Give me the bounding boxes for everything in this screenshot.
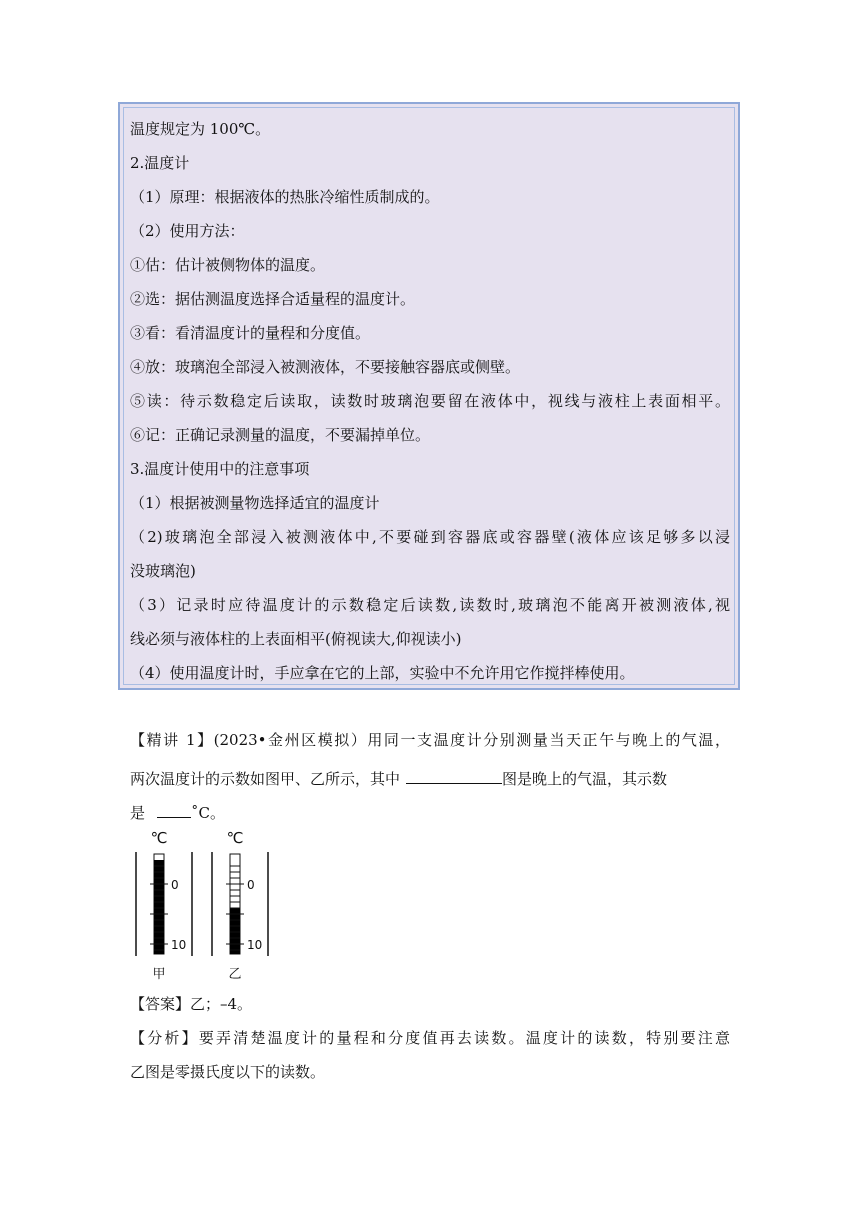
- box-line: 2.温度计: [130, 154, 190, 172]
- thermometer-jia: [136, 829, 192, 982]
- box-line: ⑤读：待示数稳定后读取，读数时玻璃泡要留在液体中，视线与液柱上表面相平。: [130, 392, 730, 410]
- thermometer-label: 乙: [228, 967, 242, 982]
- box-line: ②选：据估测温度选择合适量程的温度计。: [130, 290, 416, 308]
- question-line-3: [130, 802, 730, 823]
- box-line: （1）根据被测量物选择适宜的温度计: [130, 494, 380, 512]
- box-line: 没玻璃泡): [130, 562, 196, 580]
- box-line: 温度规定为 100℃。: [130, 120, 271, 138]
- box-line: ④放：玻璃泡全部浸入被测液体，不要接触容器底或侧壁。: [130, 358, 521, 376]
- box-line: （2)玻璃泡全部浸入被测液体中,不要碰到容器底或容器壁(液体应该足够多以浸: [130, 528, 730, 546]
- box-line: 3.温度计使用中的注意事项: [130, 460, 310, 478]
- question-line-2-start: 两次温度计的示数如图甲、乙所示，其中: [130, 770, 401, 788]
- tick-label-ten: 10: [171, 938, 187, 952]
- question-line-2: [130, 768, 730, 789]
- answer-blank-1[interactable]: [406, 769, 502, 784]
- thermometer-figure: [128, 828, 288, 984]
- box-line: ③看：看清温度计的量程和分度值。: [130, 324, 371, 342]
- knowledge-box: [118, 102, 740, 690]
- unit-label: ℃: [150, 829, 168, 847]
- box-line: 线必须与液体柱的上表面相平(俯视读大,仰视读小): [130, 630, 462, 648]
- box-line: （1）原理：根据液体的热胀冷缩性质制成的。: [130, 188, 440, 206]
- answer-blank-2[interactable]: [157, 803, 191, 818]
- thermometer-yi: [212, 829, 268, 982]
- thermometer-label: 甲: [152, 967, 166, 982]
- box-line: ⑥记：正确记录测量的温度，不要漏掉单位。: [130, 426, 431, 444]
- question-line-3-start: 是: [130, 804, 146, 822]
- tick-label-zero: 0: [247, 878, 255, 892]
- tick-label-ten: 10: [247, 938, 263, 952]
- box-line: （3）记录时应待温度计的示数稳定后读数,读数时,玻璃泡不能离开被测液体,视: [130, 596, 730, 614]
- box-line: （4）使用温度计时，手应拿在它的上部，实验中不允许用它作搅拌棒使用。: [130, 664, 635, 682]
- analysis-line-1: 【分析】要弄清楚温度计的量程和分度值再去读数。温度计的读数，特别要注意: [130, 1029, 730, 1047]
- unit-label: ℃: [226, 829, 244, 847]
- liquid-column: [154, 860, 164, 954]
- tick-label-zero: 0: [171, 878, 179, 892]
- liquid-column: [230, 908, 240, 954]
- answer-line: 【答案】乙；–4。: [130, 995, 253, 1013]
- question-line-2-end: 图是晚上的气温，其示数: [502, 770, 668, 788]
- question-line-3-end: ˚C。: [191, 804, 225, 822]
- box-line: ①估：估计被侧物体的温度。: [130, 256, 326, 274]
- analysis-line-2: 乙图是零摄氏度以下的读数。: [130, 1063, 326, 1081]
- question-line-1: 【精讲 1】(2023•金州区模拟）用同一支温度计分别测量当天正午与晚上的气温，: [130, 731, 730, 749]
- knowledge-box-text: [130, 112, 730, 690]
- box-line: （2）使用方法：: [130, 222, 245, 240]
